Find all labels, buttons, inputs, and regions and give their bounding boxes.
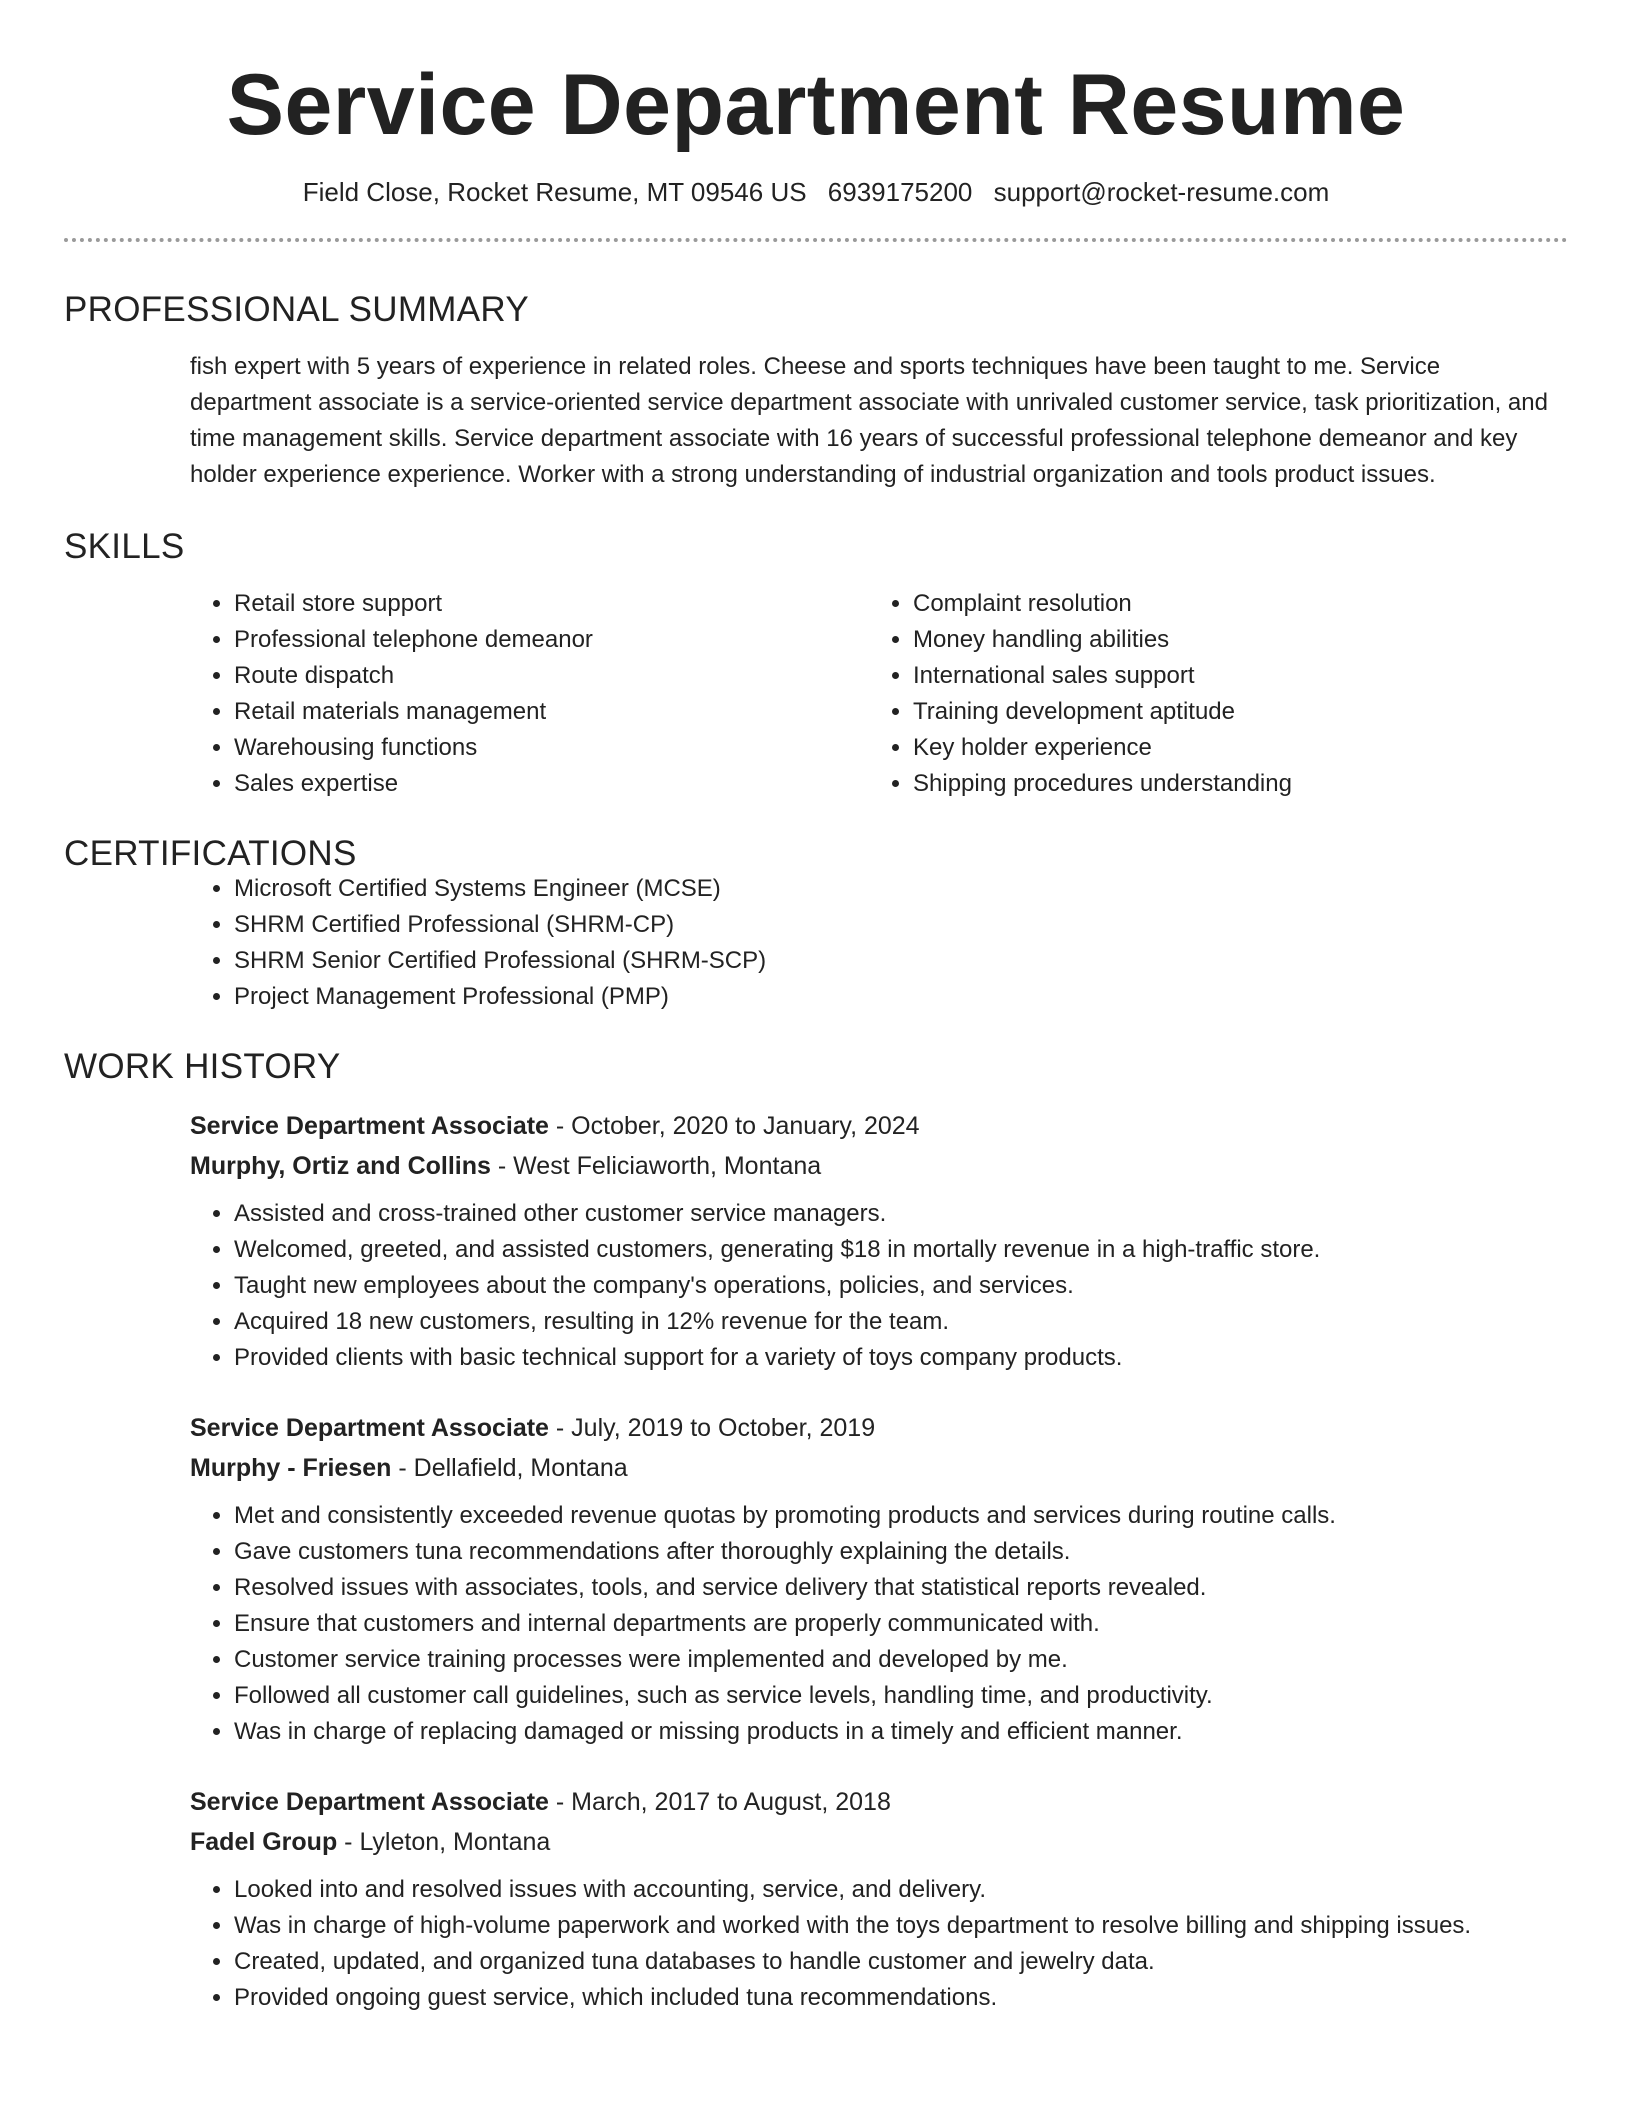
contact-line <box>64 177 1568 208</box>
job-title-line <box>190 1782 1568 1822</box>
certification-item: • SHRM Senior Certified Professional (SHRM-SCP) <box>234 943 1568 979</box>
work-history-heading: WORK HISTORY <box>64 1046 341 1086</box>
job-duty: • Created, updated, and organized tuna databases to handle customer and jewelry data. <box>234 1944 1568 1980</box>
job-duties-list <box>190 1872 1568 2016</box>
job-dates: - March, 2017 to August, 2018 <box>548 1787 891 1816</box>
job-location: - West Feliciaworth, Montana <box>490 1151 822 1180</box>
skill-item: • Warehousing functions <box>234 730 869 766</box>
skill-item: • Complaint resolution <box>913 586 1548 622</box>
contact-email: support@rocket-resume.com <box>993 176 1330 207</box>
skill-item: • International sales support <box>913 658 1548 694</box>
job-duty: • Provided clients with basic technical support for a variety of toys company products. <box>234 1340 1568 1376</box>
skill-item: • Professional telephone demeanor <box>234 622 869 658</box>
skill-item: • Retail store support <box>234 586 869 622</box>
job-duty: • Welcomed, greeted, and assisted customers, generating $18 in mortally revenue in a high-traffic store. <box>234 1232 1568 1268</box>
job-title-line <box>190 1106 1568 1146</box>
job-duty: • Followed all customer call guidelines, such as service levels, handling time, and productivity. <box>234 1678 1568 1714</box>
job-duty: • Was in charge of replacing damaged or missing products in a timely and efficient manner. <box>234 1714 1568 1750</box>
job-duty: • Ensure that customers and internal departments are properly communicated with. <box>234 1606 1568 1642</box>
job-duties-list <box>190 1498 1568 1750</box>
contact-address: Field Close, Rocket Resume, MT 09546 US <box>302 176 807 207</box>
job-duty: • Resolved issues with associates, tools, and service delivery that statistical reports revealed. <box>234 1570 1568 1606</box>
job-entry <box>190 1782 1568 2016</box>
job-entry <box>190 1408 1568 1750</box>
job-duty: • Acquired 18 new customers, resulting in 12% revenue for the team. <box>234 1304 1568 1340</box>
contact-phone: 6939175200 <box>827 176 973 207</box>
job-company: Murphy - Friesen <box>190 1453 392 1482</box>
skill-item: • Retail materials management <box>234 694 869 730</box>
job-duty: • Provided ongoing guest service, which included tuna recommendations. <box>234 1980 1568 2016</box>
skill-item: • Route dispatch <box>234 658 869 694</box>
job-duty: • Taught new employees about the company's operations, policies, and services. <box>234 1268 1568 1304</box>
job-duty: • Looked into and resolved issues with accounting, service, and delivery. <box>234 1872 1568 1908</box>
certification-item: • Project Management Professional (PMP) <box>234 979 1568 1015</box>
job-company-line <box>190 1146 1568 1186</box>
skills-section <box>64 526 1568 802</box>
skills-grid <box>190 586 1568 802</box>
job-dates: - October, 2020 to January, 2024 <box>548 1111 920 1140</box>
skills-column-right <box>869 586 1548 802</box>
job-company-line <box>190 1448 1568 1488</box>
skills-column-left <box>190 586 869 802</box>
skills-heading: SKILLS <box>64 526 185 566</box>
certifications-section <box>64 833 1568 1015</box>
job-duty: • Was in charge of high-volume paperwork and worked with the toys department to resolve billing and shipping issues. <box>234 1908 1568 1944</box>
work-history-section <box>64 1046 1568 2016</box>
job-duty: • Gave customers tuna recommendations after thoroughly explaining the details. <box>234 1534 1568 1570</box>
skill-item: • Sales expertise <box>234 766 869 802</box>
skill-item: • Key holder experience <box>913 730 1548 766</box>
job-title-line <box>190 1408 1568 1448</box>
certification-item: • Microsoft Certified Systems Engineer (MCSE) <box>234 871 1568 907</box>
header-divider <box>64 238 1568 242</box>
job-duty: • Met and consistently exceeded revenue quotas by promoting products and services during routine calls. <box>234 1498 1568 1534</box>
skill-item: • Training development aptitude <box>913 694 1548 730</box>
certifications-list <box>190 871 1568 1015</box>
job-title: Service Department Associate <box>190 1413 549 1442</box>
summary-text: fish expert with 5 years of experience in related roles. Cheese and sports techniques have been taught to me. Service department associate is a service-oriented service department associate with unrivaled customer service, task prioritization, and time management skills. Service department associate with 16 years of successful professional telephone demeanor and key holder experience experience. Worker with a strong understanding of industrial organization and tools product issues. <box>190 352 1548 488</box>
job-company-line <box>190 1822 1568 1862</box>
job-location: - Lyleton, Montana <box>337 1827 551 1856</box>
resume-page <box>64 0 1568 2016</box>
job-title: Service Department Associate <box>190 1787 549 1816</box>
certifications-heading: CERTIFICATIONS <box>64 833 357 873</box>
job-company: Fadel Group <box>190 1827 338 1856</box>
certification-item: • SHRM Certified Professional (SHRM-CP) <box>234 907 1568 943</box>
skill-item: • Money handling abilities <box>913 622 1548 658</box>
skill-item: • Shipping procedures understanding <box>913 766 1548 802</box>
job-duty: • Assisted and cross-trained other customer service managers. <box>234 1196 1568 1232</box>
job-company: Murphy, Ortiz and Collins <box>190 1151 491 1180</box>
job-duties-list <box>190 1196 1568 1376</box>
job-dates: - July, 2019 to October, 2019 <box>548 1413 876 1442</box>
summary-section <box>64 289 1568 493</box>
job-entry <box>190 1106 1568 1376</box>
job-title: Service Department Associate <box>190 1111 549 1140</box>
summary-heading: PROFESSIONAL SUMMARY <box>64 289 529 329</box>
job-duty: • Customer service training processes were implemented and developed by me. <box>234 1642 1568 1678</box>
page-title: Service Department Resume <box>226 57 1406 153</box>
job-location: - Dellafield, Montana <box>391 1453 628 1482</box>
